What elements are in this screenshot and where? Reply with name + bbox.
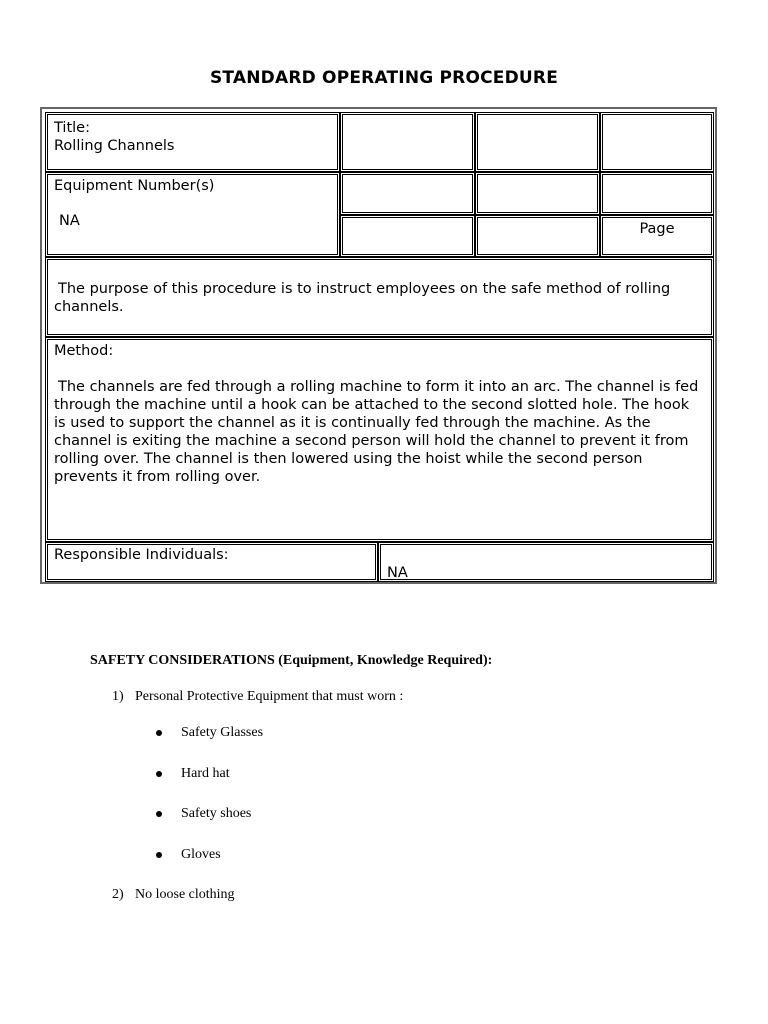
equipment-cell	[45, 172, 340, 257]
responsible-label-cell	[45, 542, 378, 582]
page-title: STANDARD OPERATING PROCEDURE	[209, 68, 559, 88]
list-item	[156, 766, 263, 807]
list-item	[156, 725, 263, 766]
ppe-item: Safety shoes	[181, 806, 252, 821]
ppe-item: Hard hat	[181, 765, 230, 781]
title-value: Rolling Channels	[54, 138, 175, 154]
title-cell	[45, 112, 340, 172]
item-text: No loose clothing	[135, 887, 235, 902]
responsible-value: NA	[387, 565, 408, 581]
method-text: The channels are fed through a rolling machine to form it into an arc. The channel is fed through the machine until a hook can be attached to the second slotted hole. The hook is used to support the channel as it is continually fed through the machine. As the channel is exiting the machine a second person will hold the channel to prevent it from rolling over. The channel is then lowered using the hoist while the second person prevents it from rolling over.	[54, 379, 699, 485]
blank-cell	[600, 172, 714, 215]
method-cell	[45, 337, 714, 542]
list-item	[156, 806, 263, 847]
page-label: Page	[639, 221, 675, 237]
blank-cell	[475, 112, 600, 172]
blank-cell	[600, 112, 714, 172]
ppe-item: Safety Glasses	[181, 725, 264, 740]
safety-heading: SAFETY CONSIDERATIONS (Equipment, Knowledge Required):	[90, 653, 493, 668]
purpose-text: The purpose of this procedure is to instruct employees on the safe method of rolling channels.	[54, 281, 671, 315]
bullet-icon	[156, 730, 162, 736]
page-cell	[600, 215, 714, 257]
method-label: Method:	[54, 343, 114, 359]
bullet-icon	[156, 771, 162, 777]
sop-table	[40, 107, 717, 584]
title-label: Title:	[54, 120, 90, 136]
blank-cell	[340, 172, 475, 215]
ppe-list	[156, 725, 263, 887]
list-item	[112, 689, 403, 705]
responsible-label: Responsible Individuals:	[54, 547, 229, 563]
blank-cell	[340, 215, 475, 257]
blank-cell	[475, 215, 600, 257]
bullet-icon	[156, 852, 162, 858]
item-number: 2)	[112, 887, 124, 902]
purpose-cell	[45, 257, 714, 337]
safety-section	[90, 653, 730, 902]
blank-cell	[475, 172, 600, 215]
equipment-label: Equipment Number(s)	[54, 178, 215, 194]
item-text: Personal Protective Equipment that must worn :	[135, 689, 404, 704]
blank-cell	[340, 112, 475, 172]
list-item	[112, 887, 235, 903]
bullet-icon	[156, 811, 162, 817]
list-item	[156, 847, 263, 888]
item-number: 1)	[112, 689, 124, 704]
ppe-item: Gloves	[181, 846, 221, 862]
equipment-value: NA	[59, 213, 80, 229]
responsible-value-cell	[378, 542, 714, 582]
